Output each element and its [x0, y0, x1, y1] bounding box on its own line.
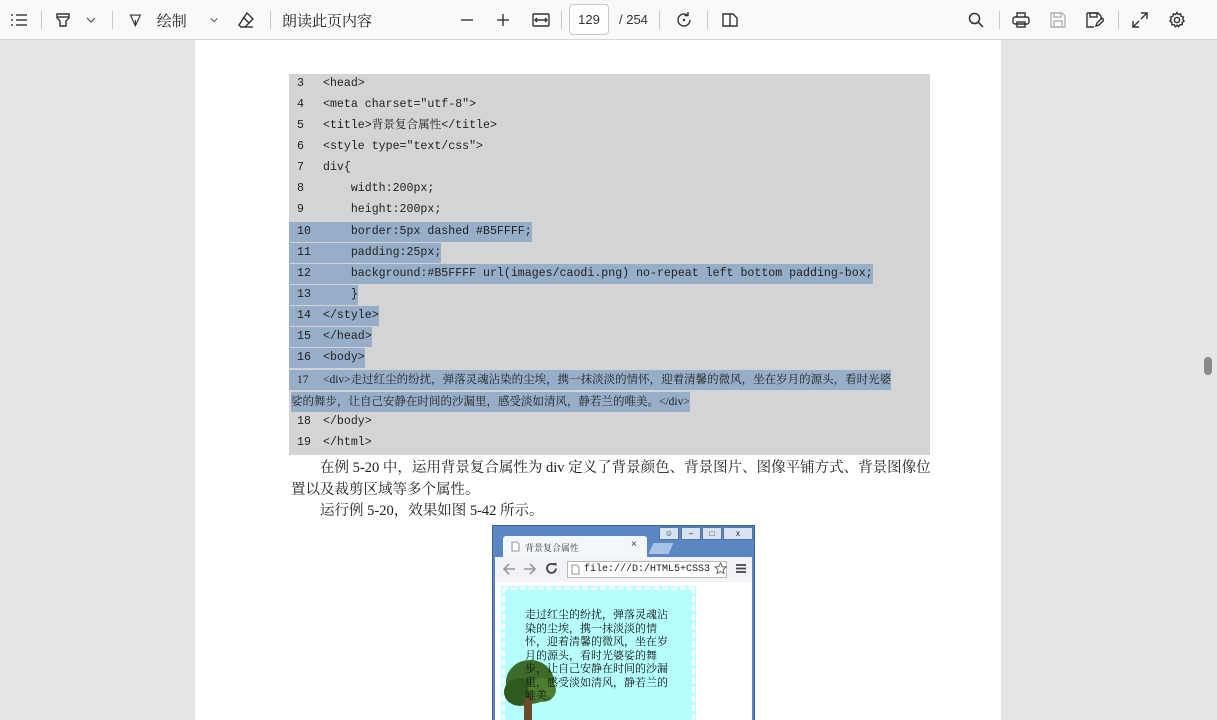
code-text: <meta charset="utf-8">	[323, 98, 477, 111]
code-line	[289, 179, 434, 199]
code-line	[289, 95, 476, 115]
code-line	[289, 158, 351, 178]
browser-tab	[503, 536, 647, 558]
line-number: 12	[297, 267, 311, 280]
line-number: 9	[297, 203, 304, 216]
new-tab-button	[648, 543, 673, 554]
paragraph-line: 置以及裁剪区域等多个属性。	[291, 482, 480, 498]
line-number: 10	[297, 225, 311, 238]
minimize-icon: –	[681, 527, 701, 540]
code-text: </html>	[323, 436, 372, 449]
reload-icon	[545, 562, 558, 575]
toolbar-divider	[659, 11, 660, 29]
expand-icon[interactable]	[1128, 6, 1152, 34]
code-block	[289, 74, 930, 455]
draw-label: 绘制	[156, 12, 187, 30]
code-text: <head>	[323, 77, 365, 90]
paragraph-line: 运行例 5-20，效果如图 5-42 所示。	[320, 503, 544, 519]
code-text: <title>背景复合属性</title>	[323, 119, 497, 132]
document-viewport[interactable]	[0, 40, 1200, 720]
code-text: <body>	[323, 351, 365, 364]
code-line-selected	[289, 264, 873, 284]
code-line-selected	[289, 243, 441, 263]
page-number-input[interactable]: 129	[569, 4, 609, 35]
highlighter-icon[interactable]	[50, 6, 76, 34]
save-icon[interactable]	[1046, 6, 1070, 34]
read-aloud-button[interactable]	[282, 6, 378, 34]
code-text: padding:25px;	[323, 246, 442, 259]
toolbar-divider	[270, 11, 271, 29]
line-number: 11	[297, 246, 311, 259]
line-number: 7	[297, 161, 304, 174]
highlighter-chevron-down-icon[interactable]	[82, 6, 100, 34]
tab-close-icon: ×	[631, 539, 637, 550]
toolbar-divider	[999, 11, 1000, 29]
code-line-selected	[289, 285, 358, 305]
menu-icon	[735, 563, 747, 574]
search-icon[interactable]	[964, 6, 988, 34]
tab-title: 背景复合属性	[525, 543, 580, 553]
code-line	[289, 412, 372, 432]
code-text: </head>	[323, 330, 372, 343]
bookmark-star-icon	[714, 562, 727, 575]
code-line-selected	[289, 327, 372, 347]
code-text: </style>	[323, 309, 379, 322]
toolbar-divider	[561, 11, 562, 29]
fit-to-width-icon[interactable]	[529, 6, 553, 34]
close-window-icon: x	[723, 527, 753, 540]
line-number: 19	[297, 436, 311, 449]
line-number: 4	[297, 98, 304, 111]
code-text: div{	[323, 161, 351, 174]
pdf-page	[195, 40, 1001, 720]
browser-nav-bar	[495, 557, 752, 582]
code-text: 娑的舞步，让自己安静在时间的沙漏里，感受淡如清风，静若兰的唯美。</div>	[291, 396, 690, 408]
code-line-selected	[289, 370, 891, 390]
line-number: 6	[297, 140, 304, 153]
read-aloud-label: 朗读此页内容	[282, 12, 373, 30]
file-icon	[571, 564, 580, 575]
vertical-scrollbar-thumb[interactable]	[1204, 357, 1212, 375]
toolbar-divider	[1118, 11, 1119, 29]
print-icon[interactable]	[1009, 6, 1033, 34]
code-line	[289, 200, 441, 220]
page-view-icon[interactable]	[718, 6, 742, 34]
forward-arrow-icon	[523, 563, 536, 575]
code-text: <div>走过红尘的纷扰，弹落灵魂沾染的尘埃，携一抹淡淡的情怀，迎着清馨的微风，坐在岁月的源头，看时光婆	[323, 374, 892, 386]
chevron-down-icon	[210, 17, 218, 23]
page-icon	[511, 541, 520, 552]
browser-content	[495, 582, 752, 720]
line-number: 8	[297, 182, 304, 195]
toolbar-divider	[112, 11, 113, 29]
code-text: width:200px;	[323, 182, 435, 195]
line-number: 15	[297, 330, 311, 343]
figure-browser-window	[492, 525, 755, 720]
line-number: 14	[297, 309, 311, 322]
code-line-selected	[289, 222, 532, 242]
rotate-icon[interactable]	[672, 6, 696, 34]
code-line	[289, 74, 365, 94]
eraser-icon[interactable]	[233, 6, 259, 34]
paragraph-line: 在例 5-20 中，运用背景复合属性为 div 定义了背景颜色、背景图片、图像平铺方式、背景图像位	[320, 460, 931, 476]
line-number: 5	[297, 119, 304, 132]
toolbar-divider	[41, 11, 42, 29]
url-text: file:///D:/HTML5+CSS3	[584, 564, 711, 575]
line-number: 13	[297, 288, 311, 301]
code-text: height:200px;	[323, 203, 442, 216]
code-text: background:#B5FFFF url(images/caodi.png) no-repeat left bottom padding-box;	[323, 267, 873, 280]
toolbar-divider	[707, 11, 708, 29]
code-line-selected	[291, 392, 690, 412]
back-arrow-icon	[503, 563, 516, 575]
code-text: <style type="text/css">	[323, 140, 484, 153]
settings-gear-icon[interactable]	[1165, 6, 1189, 34]
code-line-selected	[289, 306, 379, 326]
code-text: </body>	[323, 415, 372, 428]
code-text: border:5px dashed #B5FFFF;	[323, 225, 532, 238]
user-icon: ☺	[659, 527, 679, 540]
zoom-in-icon[interactable]	[491, 6, 515, 34]
address-bar	[567, 561, 727, 578]
code-text: }	[323, 288, 358, 301]
pdf-toolbar	[0, 0, 1217, 40]
code-line	[289, 433, 372, 453]
line-number: 3	[297, 77, 304, 90]
line-number: 18	[297, 415, 311, 428]
code-line	[289, 116, 497, 136]
zoom-out-icon[interactable]	[455, 6, 479, 34]
line-number: 16	[297, 351, 311, 364]
page-total: / 254	[619, 12, 648, 27]
demo-paragraph: 走过红尘的纷扰，弹落灵魂沾染的尘埃，携一抹淡淡的情怀，迎着清馨的微风，坐在岁月的源头，看时光婆娑的舞步，让自己安静在时间的沙漏里，感受淡如清风，静若兰的唯美。	[525, 609, 668, 702]
save-as-icon[interactable]	[1083, 6, 1107, 34]
draw-button[interactable]	[128, 6, 218, 34]
demo-div-box	[502, 587, 695, 720]
line-number: 17	[297, 374, 309, 386]
table-of-contents-icon[interactable]	[6, 6, 32, 34]
pen-icon	[128, 11, 143, 29]
code-line-selected	[289, 348, 365, 368]
maximize-icon: □	[702, 527, 722, 540]
code-line	[289, 137, 483, 157]
